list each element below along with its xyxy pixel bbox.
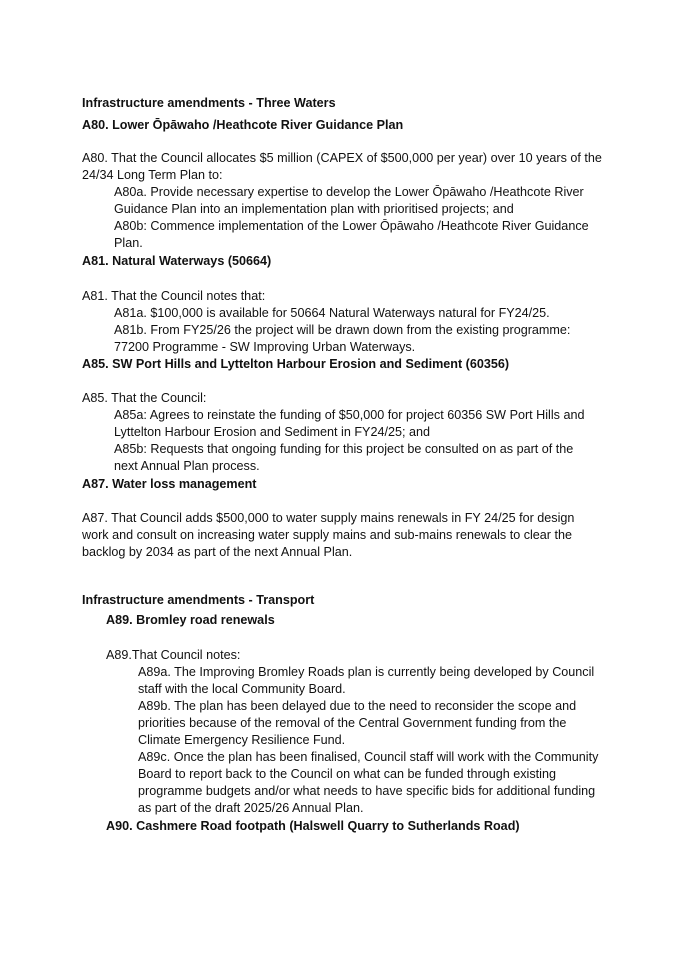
a89a-line-2: staff with the local Community Board. [138,682,346,696]
a87-line-3: backlog by 2034 as part of the next Annual Plan. [82,545,353,559]
a81b-line-2: 77200 Programme - SW Improving Urban Waterways. [114,340,416,354]
a85-intro: A85. That the Council: [82,391,207,405]
a80-intro-line-1: A80. That the Council allocates $5 million (CAPEX of $500,000 per year) over 10 years of the [82,151,602,165]
a89-intro: A89.That Council notes: [106,648,241,662]
a81-title: A81. Natural Waterways (50664) [82,254,272,268]
a85a-line-1: A85a: Agrees to reinstate the funding of $50,000 for project 60356 SW Port Hills and [114,408,585,422]
section-heading-transport: Infrastructure amendments - Transport [82,593,315,607]
a85b-line-1: A85b: Requests that ongoing funding for this project be consulted on as part of the [114,442,574,456]
a89b-line-2: priorities because of the removal of the Central Government funding from the [138,716,567,730]
a89c-line-3: programme budgets and/or what needs to have specific bids for additional funding [138,784,596,798]
section-heading-three-waters: Infrastructure amendments - Three Waters [82,96,336,110]
a87-line-2: work and consult on increasing water supply mains and sub-mains renewals to clear the [82,528,573,542]
a85b-line-2: next Annual Plan process. [114,459,260,473]
a90-title-text: . Cashmere Road footpath (Halswell Quarry to Sutherlands Road) [129,819,520,833]
a80-intro-line-2: 24/34 Long Term Plan to: [82,168,223,182]
a89c-line-1: A89c. Once the plan has been finalised, Council staff will work with the Community [138,750,599,764]
a80a-line-1: A80a. Provide necessary expertise to develop the Lower Ōpāwaho /Heathcote River [114,185,584,199]
a89b-line-1: A89b. The plan has been delayed due to the need to reconsider the scope and [138,699,577,713]
a89-title-text: . Bromley road renewals [129,613,275,627]
a89c-line-4: as part of the draft 2025/26 Annual Plan. [138,801,364,815]
a89-title [106,612,275,629]
a89-number: A89 [106,613,130,627]
a89b-line-3: Climate Emergency Resilience Fund. [138,733,346,747]
a81b-line-1: A81b. From FY25/26 the project will be drawn down from the existing programme: [114,323,571,337]
a90-number: A90 [106,819,130,833]
a89c-line-2: Board to report back to the Council on what can be funded through existing [138,767,556,781]
a85-title: A85. SW Port Hills and Lyttelton Harbour Erosion and Sediment (60356) [82,357,510,371]
a80-title: A80. Lower Ōpāwaho /Heathcote River Guidance Plan [82,118,404,132]
a85a-line-2: Lyttelton Harbour Erosion and Sediment in FY24/25; and [114,425,430,439]
a80b-line-1: A80b: Commence implementation of the Lower Ōpāwaho /Heathcote River Guidance [114,219,589,233]
a87-line-1: A87. That Council adds $500,000 to water supply mains renewals in FY 24/25 for design [82,511,575,525]
a81-intro: A81. That the Council notes that: [82,289,266,303]
a87-title: A87. Water loss management [82,477,257,491]
a80a-line-2: Guidance Plan into an implementation plan with prioritised projects; and [114,202,514,216]
a80b-line-2: Plan. [114,236,143,250]
a89a-line-1: A89a. The Improving Bromley Roads plan is currently being developed by Council [138,665,595,679]
a90-title [106,818,520,835]
a81a-line-1: A81a. $100,000 is available for 50664 Natural Waterways natural for FY24/25. [114,306,550,320]
